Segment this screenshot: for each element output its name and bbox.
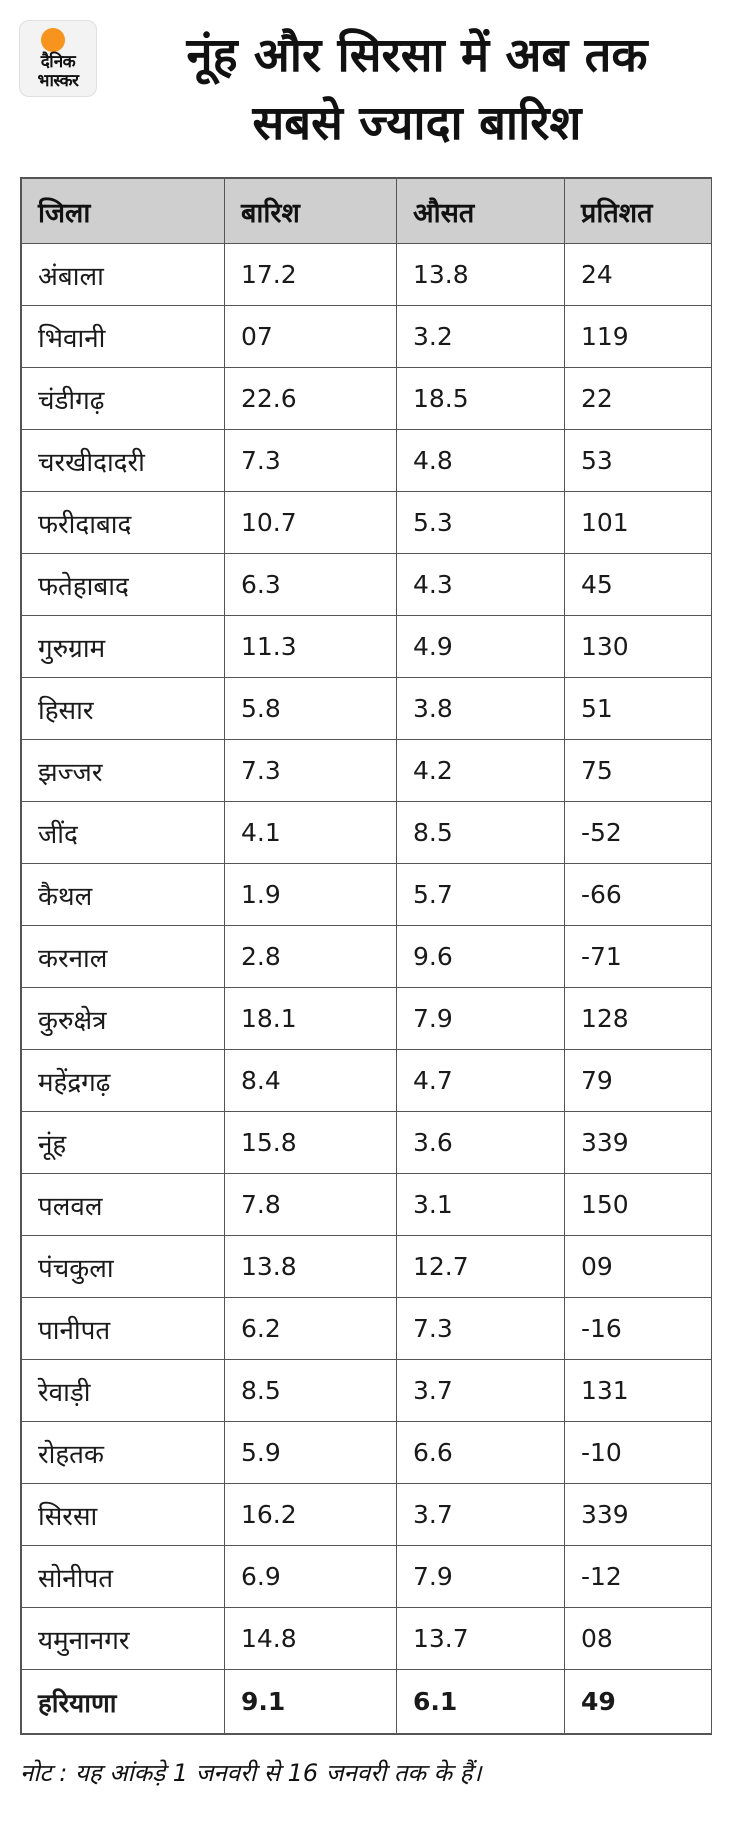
district-cell: अंबाला [22,244,225,306]
percent-cell: 51 [565,678,712,740]
percent-cell: -12 [565,1546,712,1608]
district-cell: चंडीगढ़ [22,368,225,430]
district-cell: पानीपत [22,1298,225,1360]
district-cell: नूंह [22,1112,225,1174]
average-cell: 3.7 [397,1360,565,1422]
average-cell: 6.1 [397,1670,565,1734]
district-cell: फरीदाबाद [22,492,225,554]
logo-text-line2: भास्कर [37,71,79,91]
district-cell: हरियाणा [22,1670,225,1734]
average-cell: 7.9 [397,1546,565,1608]
rainfall-cell: 15.8 [225,1112,397,1174]
table-row [22,802,712,864]
average-cell: 8.5 [397,802,565,864]
percent-cell: -16 [565,1298,712,1360]
average-cell: 9.6 [397,926,565,988]
table-row [22,306,712,368]
rainfall-cell: 6.9 [225,1546,397,1608]
rainfall-cell: 10.7 [225,492,397,554]
average-cell: 3.7 [397,1484,565,1546]
percent-cell: -71 [565,926,712,988]
table-row [22,554,712,616]
table-row [22,1236,712,1298]
district-cell: करनाल [22,926,225,988]
rainfall-cell: 8.5 [225,1360,397,1422]
average-cell: 5.7 [397,864,565,926]
rainfall-cell: 16.2 [225,1484,397,1546]
rainfall-table [21,178,712,1734]
table-row [22,368,712,430]
percent-cell: 24 [565,244,712,306]
average-cell: 4.8 [397,430,565,492]
table-row [22,1546,712,1608]
table-row [22,616,712,678]
percent-cell: 339 [565,1484,712,1546]
average-cell: 13.7 [397,1608,565,1670]
average-cell: 3.1 [397,1174,565,1236]
rainfall-cell: 2.8 [225,926,397,988]
column-header-percent: प्रतिशत [565,179,712,244]
rainfall-cell: 8.4 [225,1050,397,1112]
table-row [22,864,712,926]
average-cell: 7.3 [397,1298,565,1360]
table-row [22,492,712,554]
headline [112,22,722,158]
headline-line2: सबसे ज्यादा बारिश [252,96,582,151]
rainfall-cell: 1.9 [225,864,397,926]
district-cell: भिवानी [22,306,225,368]
district-cell: जींद [22,802,225,864]
rainfall-cell: 7.3 [225,740,397,802]
district-cell: सोनीपत [22,1546,225,1608]
percent-cell: 45 [565,554,712,616]
brand-logo[interactable] [19,20,97,97]
table-row [22,1422,712,1484]
logo-text-line1: दैनिक [40,52,76,72]
table-row [22,1608,712,1670]
rainfall-cell: 17.2 [225,244,397,306]
table-row [22,1112,712,1174]
average-cell: 6.6 [397,1422,565,1484]
table-row [22,988,712,1050]
district-cell: महेंद्रगढ़ [22,1050,225,1112]
table-row [22,1484,712,1546]
average-cell: 3.6 [397,1112,565,1174]
table-row [22,740,712,802]
rainfall-cell: 18.1 [225,988,397,1050]
table-header-row [22,179,712,244]
percent-cell: 119 [565,306,712,368]
table-row [22,244,712,306]
table-row [22,926,712,988]
percent-cell: 22 [565,368,712,430]
average-cell: 4.3 [397,554,565,616]
rainfall-cell: 7.3 [225,430,397,492]
table-row [22,1298,712,1360]
district-cell: कैथल [22,864,225,926]
average-cell: 13.8 [397,244,565,306]
percent-cell: 49 [565,1670,712,1734]
rainfall-cell: 4.1 [225,802,397,864]
district-cell: यमुनानगर [22,1608,225,1670]
percent-cell: 339 [565,1112,712,1174]
table-total-row [22,1670,712,1734]
table-body [22,244,712,1734]
percent-cell: -52 [565,802,712,864]
rainfall-cell: 11.3 [225,616,397,678]
headline-line1: नूंह और सिरसा में अब तक [186,28,648,83]
footnote: नोट : यह आंकड़े 1 जनवरी से 16 जनवरी तक के हैं। [20,1759,482,1787]
percent-cell: 131 [565,1360,712,1422]
percent-cell: 128 [565,988,712,1050]
percent-cell: 150 [565,1174,712,1236]
district-cell: रोहतक [22,1422,225,1484]
sun-icon [39,26,67,54]
percent-cell: -66 [565,864,712,926]
rainfall-cell: 13.8 [225,1236,397,1298]
average-cell: 12.7 [397,1236,565,1298]
table-row [22,1174,712,1236]
percent-cell: 09 [565,1236,712,1298]
district-cell: कुरुक्षेत्र [22,988,225,1050]
district-cell: हिसार [22,678,225,740]
rainfall-cell: 6.2 [225,1298,397,1360]
district-cell: पंचकुला [22,1236,225,1298]
average-cell: 4.7 [397,1050,565,1112]
table-row [22,1050,712,1112]
percent-cell: 53 [565,430,712,492]
rainfall-cell: 14.8 [225,1608,397,1670]
table-row [22,678,712,740]
percent-cell: -10 [565,1422,712,1484]
percent-cell: 75 [565,740,712,802]
rainfall-cell: 5.8 [225,678,397,740]
average-cell: 7.9 [397,988,565,1050]
rainfall-cell: 6.3 [225,554,397,616]
average-cell: 3.2 [397,306,565,368]
district-cell: चरखीदादरी [22,430,225,492]
average-cell: 4.9 [397,616,565,678]
percent-cell: 130 [565,616,712,678]
district-cell: फतेहाबाद [22,554,225,616]
average-cell: 5.3 [397,492,565,554]
district-cell: गुरुग्राम [22,616,225,678]
average-cell: 3.8 [397,678,565,740]
district-cell: पलवल [22,1174,225,1236]
district-cell: रेवाड़ी [22,1360,225,1422]
column-header-district: जिला [22,179,225,244]
rainfall-cell: 9.1 [225,1670,397,1734]
district-cell: सिरसा [22,1484,225,1546]
column-header-average: औसत [397,179,565,244]
header [0,0,730,175]
percent-cell: 79 [565,1050,712,1112]
column-header-rainfall: बारिश [225,179,397,244]
rainfall-table-container [20,177,712,1735]
table-row [22,1360,712,1422]
percent-cell: 101 [565,492,712,554]
average-cell: 18.5 [397,368,565,430]
rainfall-cell: 7.8 [225,1174,397,1236]
percent-cell: 08 [565,1608,712,1670]
rainfall-cell: 22.6 [225,368,397,430]
rainfall-cell: 5.9 [225,1422,397,1484]
average-cell: 4.2 [397,740,565,802]
table-row [22,430,712,492]
rainfall-cell: 07 [225,306,397,368]
district-cell: झज्जर [22,740,225,802]
